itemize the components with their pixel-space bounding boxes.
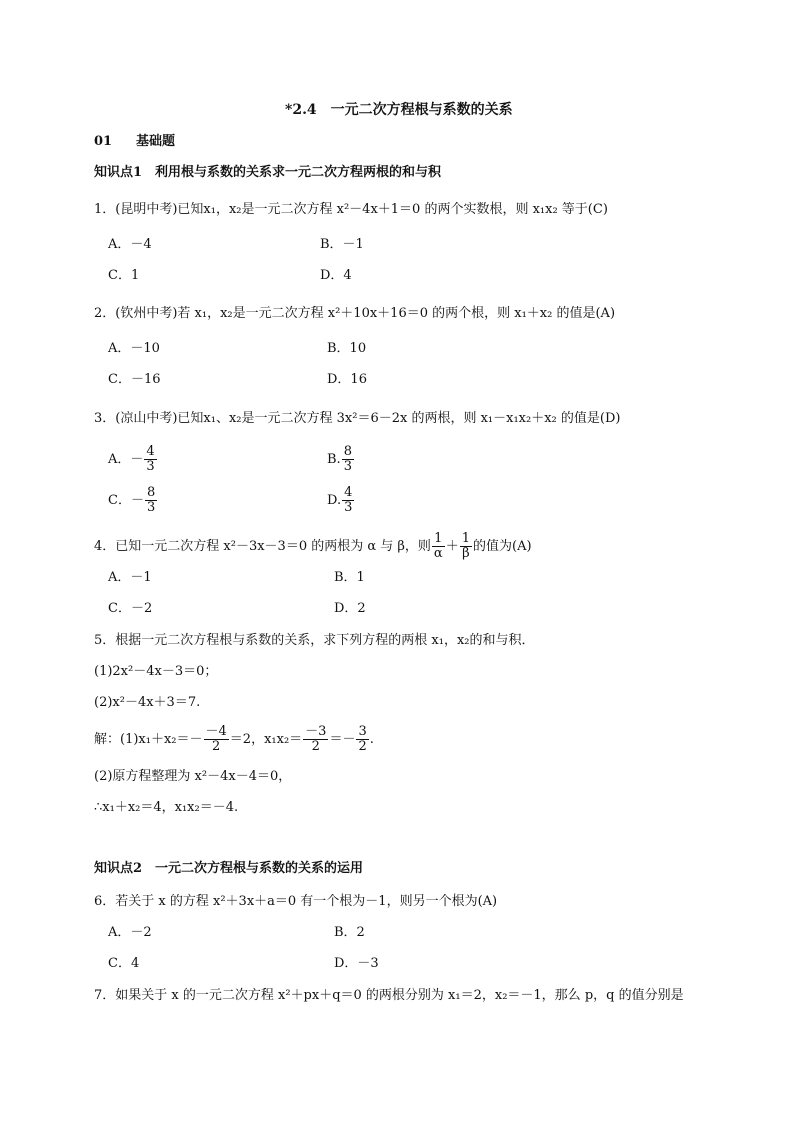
question-6-stem: 6．若关于 x 的方程 x²＋3x＋a＝0 有一个根为－1，则另一个根为(A) [94, 894, 498, 909]
q6-option-d: D．－3 [334, 956, 379, 971]
page-title: *2.4 一元二次方程根与系数的关系 [285, 102, 513, 118]
q6-option-b: B．2 [334, 925, 365, 940]
q5-part-1: (1)2x²－4x－3＝0； [94, 664, 218, 679]
section-name: 基础题 [136, 134, 176, 149]
section-number: 01 [94, 134, 113, 149]
q2-option-d: D．16 [327, 372, 367, 387]
q6-option-c: C．4 [108, 956, 140, 971]
question-2-stem: 2．(钦州中考)若 x₁，x₂是一元二次方程 x²＋10x＋16＝0 的两个根，则 x₁＋x₂ 的值是(A) [94, 306, 616, 321]
q3-option-a: A．－ $\frac{4}{3}$ [108, 444, 155, 474]
q6-option-a: A．－2 [108, 925, 152, 940]
question-1-stem: 1．(昆明中考)已知x₁，x₂是一元二次方程 x²－4x＋1＝0 的两个实数根，则 x₁x₂ 等于(C) [94, 202, 608, 217]
question-5-stem: 5．根据一元二次方程根与系数的关系，求下列方程的两根 x₁，x₂的和与积． [94, 633, 535, 648]
question-7-stem: 7．如果关于 x 的一元二次方程 x²＋px＋q＝0 的两根分别为 x₁＝2，x₂＝－1，那么 p，q 的值分别是 [94, 988, 684, 1003]
q3-option-d: D. $\frac{4}{3}$ [327, 485, 353, 515]
q2-option-c: C．－16 [108, 372, 161, 387]
q3-option-b: B. $\frac{8}{3}$ [327, 444, 352, 474]
q1-option-c: C．1 [108, 268, 140, 283]
q2-option-a: A．－10 [108, 341, 160, 356]
q3-option-c: C．－ $\frac{8}{3}$ [108, 485, 156, 515]
q4-option-a: A．－1 [108, 570, 152, 585]
q1-option-a: A．－4 [108, 237, 152, 252]
q4-option-d: D．2 [334, 601, 366, 616]
question-3-stem: 3．(凉山中考)已知x₁、x₂是一元二次方程 3x²＝6－2x 的两根，则 x₁－x₁x₂＋x₂ 的值是(D) [94, 411, 621, 426]
q4-option-b: B．1 [334, 570, 365, 585]
q5-part-2: (2)x²－4x＋3＝7. [94, 695, 201, 710]
q5-solution-3: ∴x₁＋x₂＝4，x₁x₂＝－4. [94, 800, 239, 815]
q1-option-d: D．4 [320, 268, 352, 283]
q4-option-c: C．－2 [108, 601, 153, 616]
knowledge-point-1: 知识点1 利用根与系数的关系求一元二次方程两根的和与积 [94, 165, 442, 180]
q5-solution-2: (2)原方程整理为 x²－4x－4＝0， [94, 769, 292, 784]
q1-option-b: B．－1 [320, 237, 364, 252]
q2-option-b: B．10 [327, 341, 367, 356]
q5-solution-1: 解：(1)x₁＋x₂＝－ $\frac{-4}{2}$ ＝2，x₁x₂＝ $\frac{-3}{2}$ ＝－ $\frac{3}{2}$ . [94, 724, 374, 754]
question-4-stem: 4．已知一元二次方程 x²－3x－3＝0 的两根为 α 与 β，则 $\frac{1}{\alpha}$ ＋ $\frac{1}{\beta}$ 的值为(A) [94, 531, 532, 561]
knowledge-point-2: 知识点2 一元二次方程根与系数的关系的运用 [94, 861, 364, 876]
